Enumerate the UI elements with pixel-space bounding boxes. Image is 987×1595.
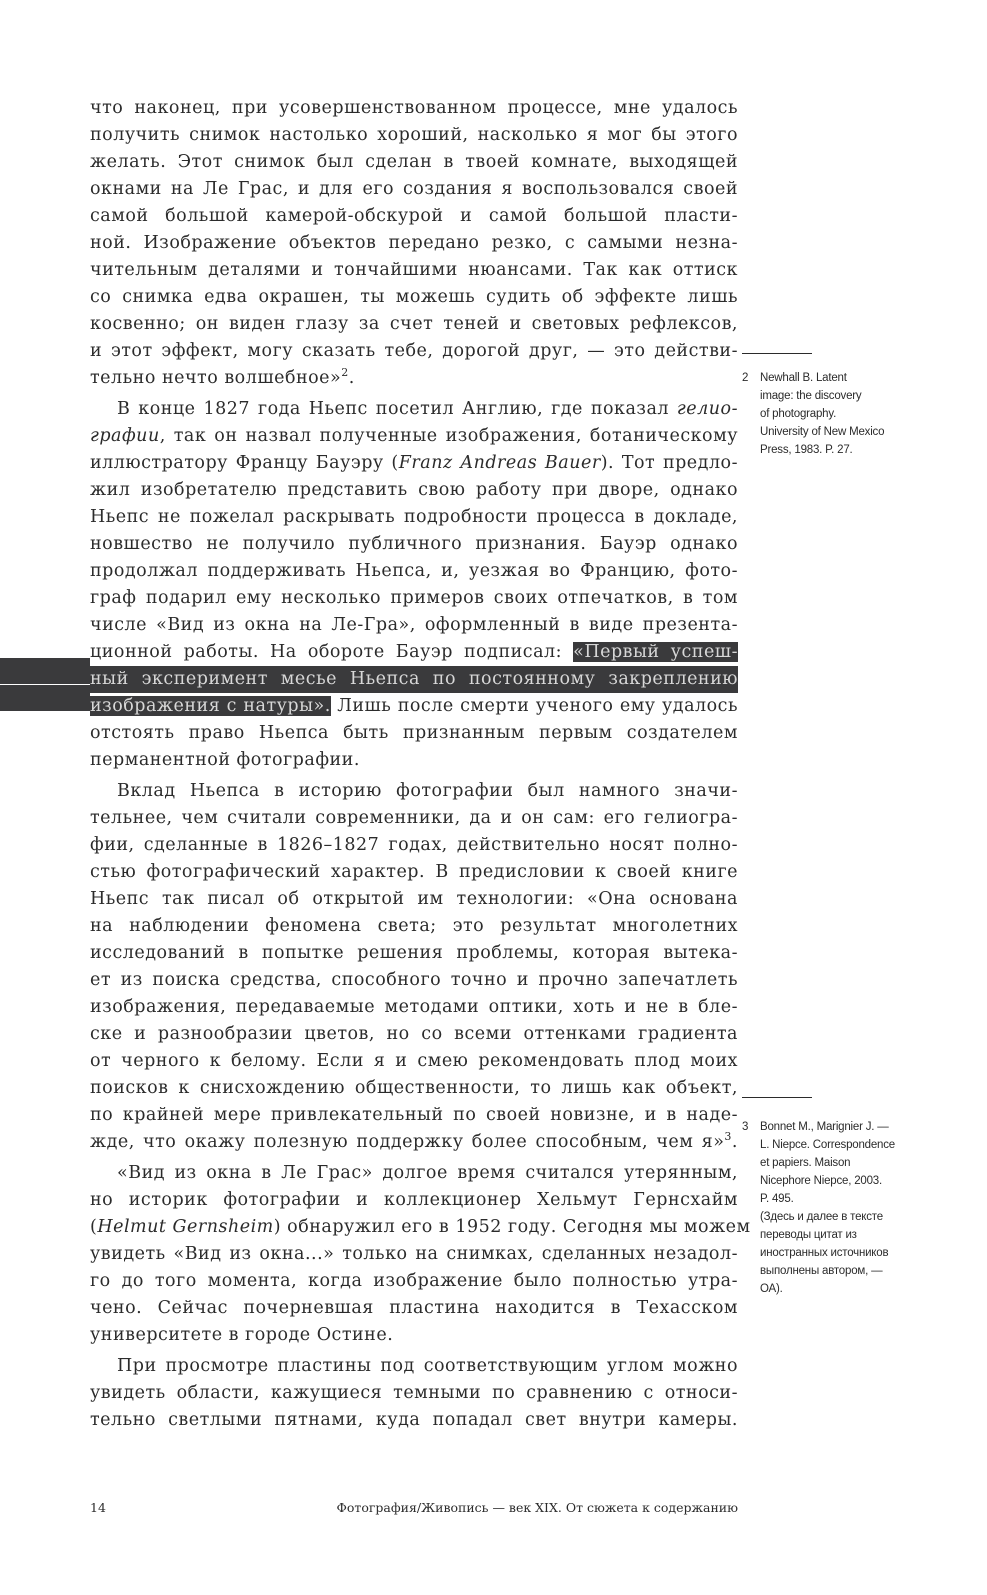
text-span: ) обнаружил его в 1952 году. Сегодня мы можем [273,1217,751,1237]
paragraph-5 [90,1353,738,1434]
text-line: Ньепс не пожелал раскрывать подробности процесса в докладе, [90,507,738,527]
text-line: по крайней мере привлекательный по своей новизне, и в наде- [90,1105,738,1125]
footnote-rule [742,353,812,354]
text-line: увидеть области, кажущиеся темными по сравнению с относи- [90,1383,738,1403]
text-line: фии, сделанные в 1826–1827 годах, действительно носят полно- [90,835,738,855]
selection-highlight-bar [0,658,90,684]
paragraph-4 [90,1160,751,1349]
text-line [90,450,738,477]
footnote-body [760,1118,895,1298]
footnote-body [760,369,892,459]
footnote-line: et papiers. Maison [760,1157,851,1169]
footnote-line: University of New Mexico [760,426,885,438]
text-line: желать. Этот снимок был сделан в твоей комнате, выходящей [90,152,738,172]
text-line: и этот эффект, могу сказать тебе, дорогой друг, — это действи- [90,341,738,361]
text-span: жде, что окажу полезную поддержку более способным, чем я» [90,1132,725,1152]
footnote-line: image: the discovery [760,390,862,402]
text-line [90,1129,738,1156]
text-line: но историк фотографии и коллекционер Хельмут Гернсхайм [90,1190,738,1210]
text-line: числе «Вид из окна на Ле-Гра», оформленный в виде презента- [90,615,738,635]
text-line: Ньепс так писал об открытой им технологии: «Она основана [90,889,738,909]
text-line: тельнее, чем считали современники, да и он сам: его гелиогра- [90,808,738,828]
footnote-line: Bonnet M., Marignier J. — [760,1121,889,1133]
paragraph-2 [90,396,738,774]
text-line: новшество не получило публичного признания. Бауэр однако [90,534,738,554]
footnote-2 [742,369,892,459]
text-line [90,1214,751,1241]
text-line: При просмотре пластины под соответствующим углом можно [117,1356,738,1376]
selection-highlight-bar [0,685,90,711]
text-span: иллюстратору Францу Бауэру ( [90,453,399,473]
text-line: перманентной фотографии. [90,750,360,770]
text-line: окнами на Ле Грас, и для его создания я воспользовался своей [90,179,738,199]
text-line: от черного к белому. Если я и смею рекомендовать плод моих [90,1051,738,1071]
text-line: отстоять право Ньепса быть признанным первым создателем [90,723,738,743]
text-span: ( [90,1217,98,1237]
text-line: получить снимок настолько хороший, насколько я мог бы этого [90,125,738,145]
italic-name: Franz Andreas Bauer [398,453,601,473]
text-line: чительным деталями и тончайшими нюансами. Так как оттиск [90,260,738,280]
text-line [90,423,738,450]
highlighted-quote[interactable]: изображения с натуры». [90,696,331,716]
text-line: ет из поиска средства, способного точно и прочно запечатлеть [90,970,738,990]
text-line: тельно светлыми пятнами, куда попадал свет внутри камеры. [90,1410,738,1430]
running-title: Фотография/Живопись — век XIX. От сюжета к содержанию [336,1500,738,1515]
text-line: косвенно; он виден глазу за счет теней и световых рефлексов, [90,314,738,334]
footnote-line: иностранных источников [760,1247,889,1259]
italic-name: Helmut Gernsheim [97,1217,274,1237]
footnote-number: 2 [742,372,749,384]
text-line: чено. Сейчас почерневшая пластина находится в Техасском [90,1298,738,1318]
footnote-line: of photography. [760,408,837,420]
text-span: В конце 1827 года Ньепс посетил Англию, где показал [117,399,677,419]
italic-term: гелио- [676,399,738,419]
text-line [90,639,738,666]
footnote-line: P. 495. [760,1193,794,1205]
text-line: Вклад Ньепса в историю фотографии был намного значи- [117,781,738,801]
text-span: . [348,368,355,388]
footnote-line: Press, 1983. P. 27. [760,444,853,456]
italic-term: графии [90,426,160,446]
footnote-line: выполнены автором, — [760,1265,883,1277]
footnote-ref-2[interactable]: 2 [341,366,349,380]
text-line: увидеть «Вид из окна...» только на снимках, сделанных незадол- [90,1244,738,1264]
footnote-rule [742,1097,812,1098]
text-line [90,693,738,720]
paragraph-3 [90,778,738,1156]
text-line: что наконец, при усовершенствованном процессе, мне удалось [90,98,738,118]
text-line: исследований в попытке решения проблемы, которая вытека- [90,943,738,963]
text-span: тельно нечто волшебное» [90,368,342,388]
paragraph-1 [90,95,738,392]
text-line [90,396,738,423]
main-text-column [90,95,751,1434]
text-line: го до того момента, когда изображение было полностью утра- [90,1271,738,1291]
text-span: ционной работы. На обороте Бауэр подписал: [90,642,574,662]
footnote-line: Nicephore Niepce, 2003. [760,1175,882,1187]
text-line: со снимка едва окрашен, ты можешь судить об эффекте лишь [90,287,738,307]
footnote-line: Newhall B. Latent [760,372,847,384]
highlighted-quote-line[interactable]: ный эксперимент месье Ньепса по постоянному закреплению [90,666,738,693]
text-line: на наблюдении феномена света; это результат многолетних [90,916,738,936]
footnote-line: L. Niepce. Correspondence [760,1139,895,1151]
footnote-line: переводы цитат из [760,1229,857,1241]
text-line: стью фотографический характер. В предисловии к своей книге [90,862,738,882]
page-number: 14 [90,1500,106,1515]
text-span: ). Тот предло- [600,453,739,473]
text-line: жил изобретателю представить свою работу при дворе, однако [90,480,738,500]
footnote-ref-3[interactable]: 3 [724,1130,732,1144]
text-span: . [731,1132,738,1152]
footnote-line: ОА). [760,1283,783,1295]
text-line: продолжал поддерживать Ньепса, и, уезжая во Францию, фото- [90,561,738,581]
footnote-3 [742,1118,895,1298]
text-line: самой большой камерой-обскурой и самой большой пласти- [90,206,738,226]
highlighted-quote[interactable]: «Первый успеш- [573,642,738,662]
text-line: «Вид из окна в Ле Грас» долгое время считался утерянным, [117,1163,738,1183]
footnote-number: 3 [742,1121,749,1133]
footnote-line: (Здесь и далее в тексте [760,1211,883,1223]
text-line: изображения, передаваемые методами оптики, хоть и не в бле- [90,997,738,1017]
text-line: университете в городе Остине. [90,1325,394,1345]
text-span: , так он назвал полученные изображения, ботаническому [159,426,738,446]
text-line [90,365,738,392]
text-line: ной. Изображение объектов передано резко, с самыми незна- [90,233,738,253]
text-line: граф подарил ему несколько примеров своих отпечатков, в том [90,588,738,608]
text-span: Лишь после смерти ученого ему удалось [330,696,738,716]
text-line: ске и разнообразии цветов, но со всеми оттенками градиента [90,1024,738,1044]
text-line: поисков к снисхождению общественности, то лишь как объект, [90,1078,738,1098]
